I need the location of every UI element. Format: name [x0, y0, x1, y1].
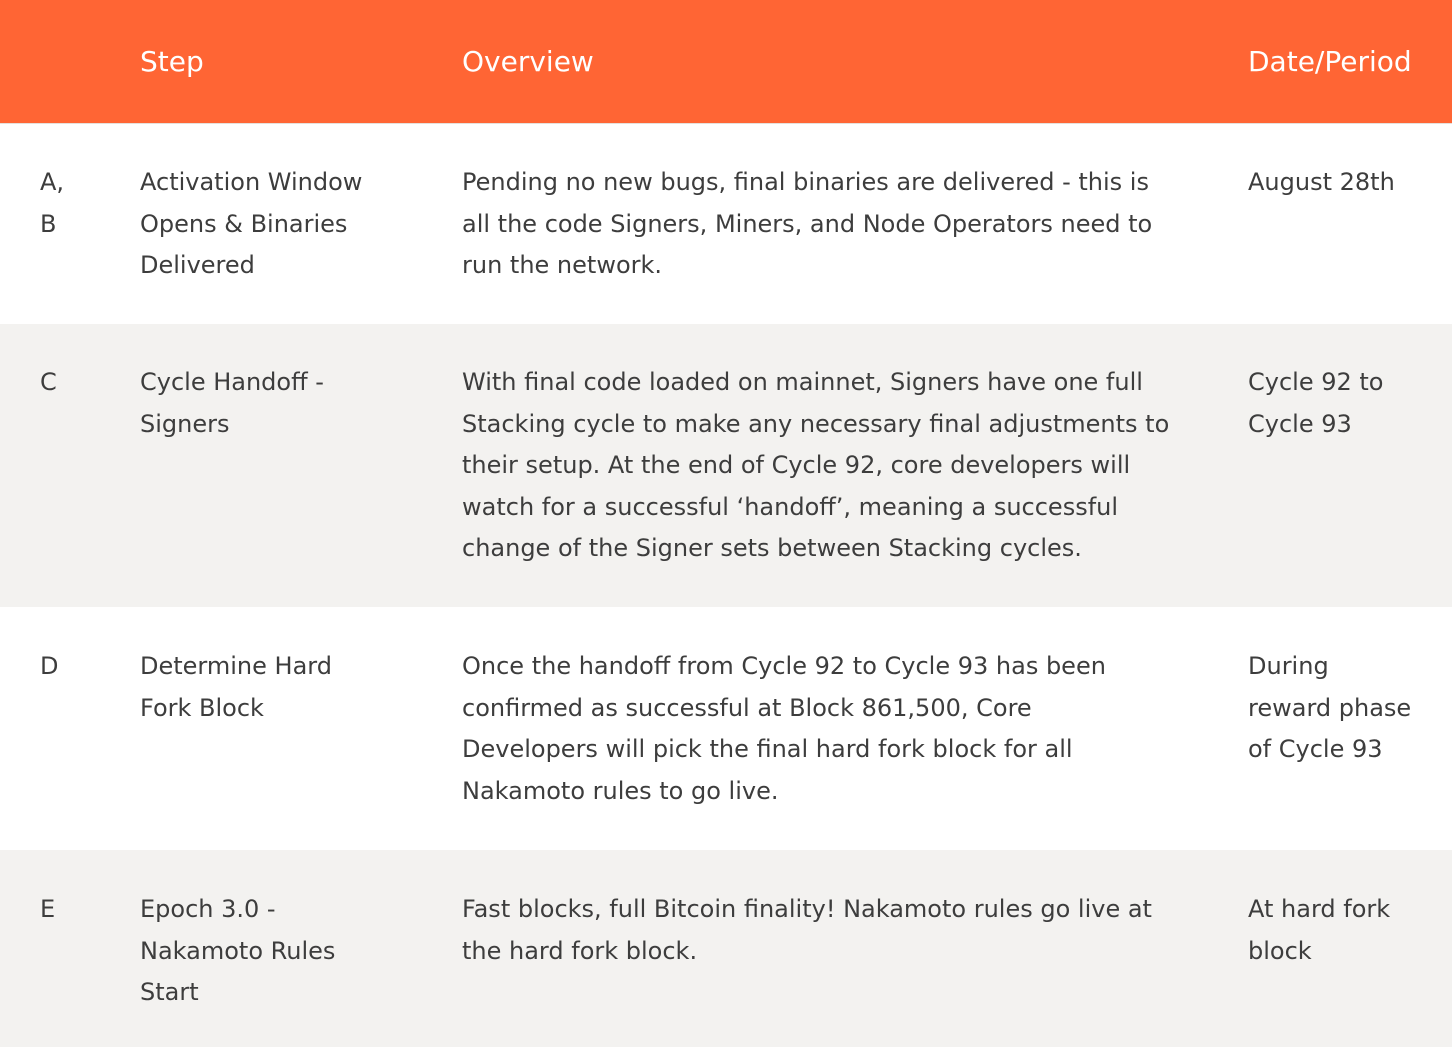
date-line: At hard fork — [1248, 895, 1391, 923]
letter-line: C — [40, 368, 57, 396]
step-date — [1248, 646, 1448, 771]
step-line: Fork Block — [140, 693, 264, 722]
step-overview — [462, 646, 1182, 812]
date-line: During — [1248, 652, 1329, 680]
step-line: Epoch 3.0 - — [140, 895, 276, 923]
step-line: Opens & Binaries — [140, 209, 348, 238]
overview-line: Once the handoff from Cycle 92 to Cycle 93 has been — [462, 652, 1106, 680]
overview-line: confirmed as successful at Block 861,500, Core — [462, 693, 1032, 722]
date-line: reward phase — [1248, 693, 1412, 722]
step-line: Nakamoto Rules — [140, 936, 336, 965]
overview-line: Fast blocks, full Bitcoin finality! Nakamoto rules go live at — [462, 895, 1152, 923]
header-overview: Overview — [462, 45, 594, 78]
step-overview — [462, 889, 1182, 972]
letter-line: D — [40, 652, 59, 680]
step-line: Cycle Handoff - — [140, 368, 324, 396]
overview-line: their setup. At the end of Cycle 92, core developers will — [462, 451, 1131, 479]
table-header — [0, 0, 1452, 124]
overview-line: Pending no new bugs, final binaries are delivered - this is — [462, 168, 1149, 196]
overview-line: all the code Signers, Miners, and Node Operators need to — [462, 209, 1153, 238]
step-overview — [462, 362, 1182, 570]
step-date — [1248, 162, 1448, 204]
date-line: block — [1248, 936, 1312, 965]
table-row — [0, 850, 1452, 1047]
step-letter — [40, 362, 110, 404]
step-line: Signers — [140, 409, 230, 438]
step-letter — [40, 162, 110, 245]
date-line: Cycle 93 — [1248, 409, 1352, 438]
overview-line: Developers will pick the final hard fork block for all — [462, 735, 1073, 763]
overview-line: Nakamoto rules to go live. — [462, 776, 779, 805]
step-date — [1248, 362, 1448, 445]
table-row — [0, 607, 1452, 850]
step-letter — [40, 889, 110, 931]
date-line: Cycle 92 to — [1248, 368, 1384, 396]
overview-line: watch for a successful ‘handoff’, meaning a successful — [462, 492, 1119, 521]
overview-line: With final code loaded on mainnet, Signers have one full — [462, 368, 1143, 396]
letter-line: E — [40, 895, 56, 923]
step-date — [1248, 889, 1448, 972]
step-line: Activation Window — [140, 168, 363, 196]
step-name — [140, 362, 410, 445]
letter-line: A, — [40, 168, 65, 196]
step-line: Determine Hard — [140, 652, 332, 680]
overview-line: Stacking cycle to make any necessary final adjustments to — [462, 409, 1170, 438]
step-letter — [40, 646, 110, 688]
step-name — [140, 646, 410, 729]
date-line: August 28th — [1248, 168, 1395, 196]
date-line: of Cycle 93 — [1248, 735, 1383, 763]
step-name — [140, 889, 410, 1014]
step-name — [140, 162, 410, 287]
letter-line: B — [40, 209, 57, 238]
overview-line: change of the Signer sets between Stacking cycles. — [462, 534, 1082, 562]
table-row — [0, 124, 1452, 324]
step-line: Start — [140, 978, 199, 1006]
header-step: Step — [140, 45, 204, 78]
overview-line: the hard fork block. — [462, 936, 698, 965]
overview-line: run the network. — [462, 251, 663, 279]
table-row — [0, 324, 1452, 607]
step-line: Delivered — [140, 251, 255, 279]
step-overview — [462, 162, 1182, 287]
header-date-period: Date/Period — [1248, 45, 1412, 78]
